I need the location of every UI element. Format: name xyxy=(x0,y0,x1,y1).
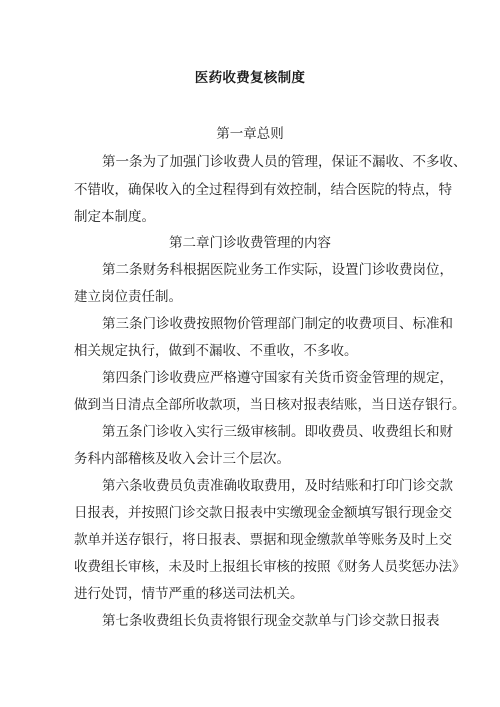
article-5-line-2: 务科内部稽核及收入会计三个层次。 xyxy=(74,451,290,467)
article-1-line-1: 第一条为了加强门诊收费人员的管理，保证不漏收、不多收、 xyxy=(102,154,467,170)
article-4-line-2: 做到当日清点全部所收款项，当日核对报表结账，当日送存银行。 xyxy=(74,397,466,413)
article-6-line-5: 进行处罚，情节严重的移送司法机关。 xyxy=(74,586,304,602)
article-1-line-3: 制定本制度。 xyxy=(74,209,155,225)
chapter-heading-2: 第二章门诊收费管理的内容 xyxy=(169,235,331,251)
article-2-line-2: 建立岗位责任制。 xyxy=(74,289,182,305)
article-6-line-1: 第六条收费员负责准确收取费用，及时结账和打印门诊交款 xyxy=(102,478,453,494)
article-6-line-2: 日报表，并按照门诊交款日报表中实缴现金金额填写银行现金交 xyxy=(74,505,452,521)
article-4-line-1: 第四条门诊收费应严格遵守国家有关货币资金管理的规定， xyxy=(102,370,453,386)
article-5-line-1: 第五条门诊收入实行三级审核制。即收费员、收费组长和财 xyxy=(102,424,453,440)
article-6-line-3: 款单并送存银行，将日报表、票据和现金缴款单等账务及时上交 xyxy=(74,532,452,548)
chapter-heading-1: 第一章总则 xyxy=(216,126,284,142)
article-3-line-1: 第三条门诊收费按照物价管理部门制定的收费项目、标准和 xyxy=(102,316,453,332)
article-6-line-4: 收费组长审核，未及时上报组长审核的按照《财务人员奖惩办法》 xyxy=(74,559,466,575)
article-3-line-2: 相关规定执行，做到不漏收、不重收，不多收。 xyxy=(74,343,358,359)
article-1-line-2: 不错收，确保收入的全过程得到有效控制，结合医院的特点，特 xyxy=(74,182,452,198)
article-2-line-1: 第二条财务科根据医院业务工作实际，设置门诊收费岗位， xyxy=(102,262,453,278)
document-title: 医药收费复核制度 xyxy=(194,70,306,86)
article-7-line-1: 第七条收费组长负责将银行现金交款单与门诊交款日报表 xyxy=(102,613,440,629)
